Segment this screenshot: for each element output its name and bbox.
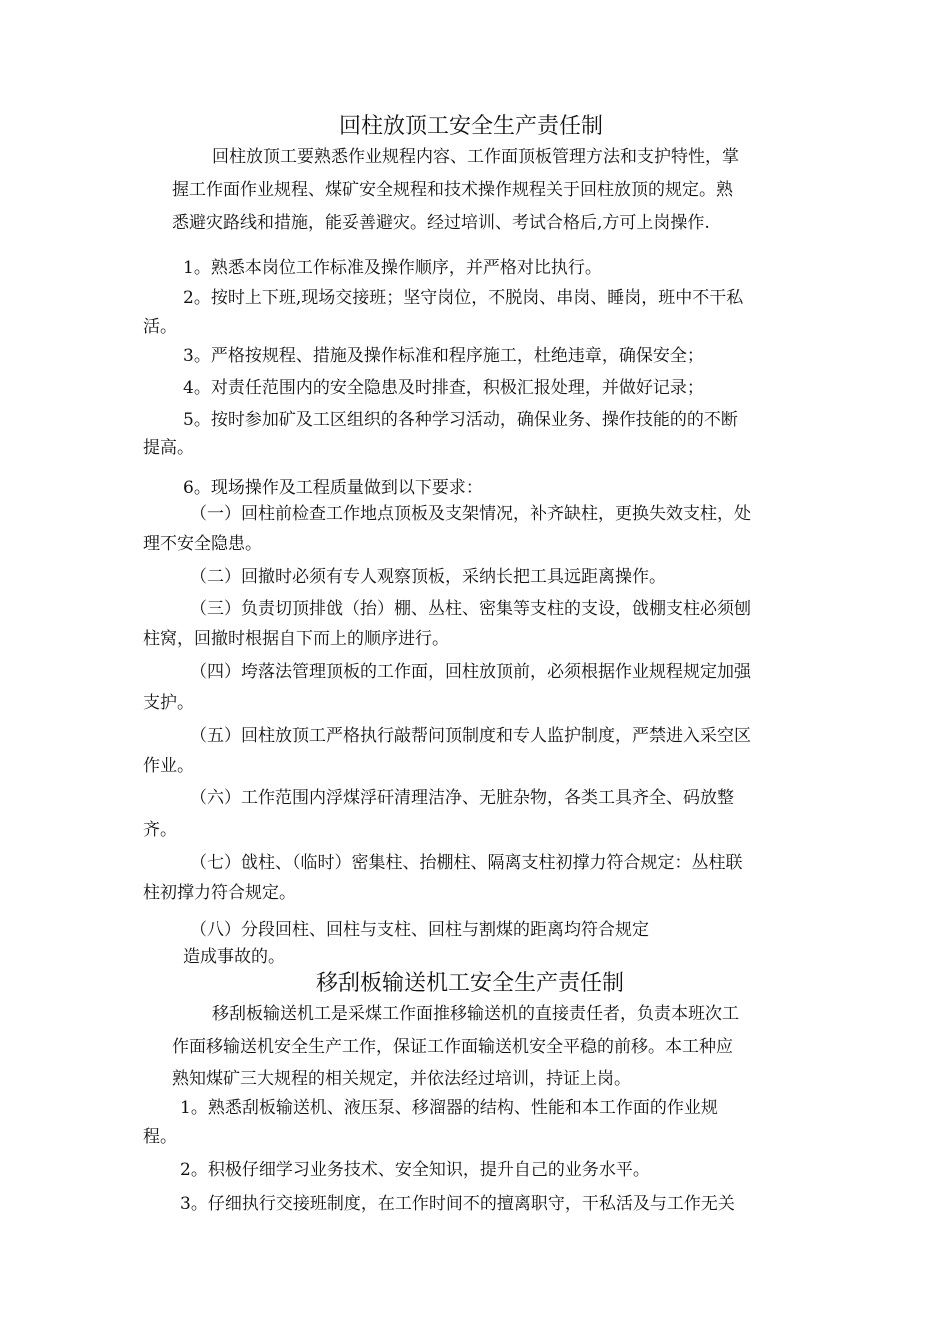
list-item: （一）回柱前检查工作地点顶板及支架情况，补齐缺柱，更换失效支柱，处 <box>190 504 751 524</box>
list-item: 程。 <box>143 1127 177 1147</box>
list-item: 提高。 <box>143 438 194 458</box>
list-item: 1。熟悉本岗位工作标准及操作顺序，并严格对比执行。 <box>183 258 602 278</box>
list-item: 2。按时上下班,现场交接班；坚守岗位，不脱岗、串岗、睡岗，班中不干私 <box>183 288 744 308</box>
list-item: 1。熟悉刮板输送机、液压泵、移溜器的结构、性能和本工作面的作业规 <box>180 1098 718 1118</box>
list-item: 6。现场操作及工程质量做到以下要求： <box>183 478 483 498</box>
list-item: 4。对责任范围内的安全隐患及时排查，积极汇报处理，并做好记录； <box>183 378 704 398</box>
list-item: （二）回撤时必须有专人观察顶板，采纳长把工具远距离操作。 <box>190 567 666 587</box>
list-item: 作业。 <box>143 756 194 776</box>
list-item: 造成事故的。 <box>183 947 285 967</box>
list-item: 柱窝，回撤时根据自下而上的顺序进行。 <box>143 629 449 649</box>
paragraph-line: 熟知煤矿三大规程的相关规定，并依法经过培训，持证上岗。 <box>172 1069 631 1089</box>
paragraph-line: 作面移输送机安全生产工作，保证工作面输送机安全平稳的前移。本工种应 <box>172 1037 733 1057</box>
paragraph-line: 移刮板输送机工是采煤工作面推移输送机的直接责任者，负责本班次工 <box>212 1004 739 1024</box>
list-item: 2。积极仔细学习业务技术、安全知识，提升自己的业务水平。 <box>180 1160 650 1180</box>
list-item: 齐。 <box>143 820 177 840</box>
paragraph-line: 回柱放顶工要熟悉作业规程内容、工作面顶板管理方法和支护特性，掌 <box>212 147 739 167</box>
section-title: 回柱放顶工安全生产责任制 <box>339 114 604 139</box>
list-item: （四）垮落法管理顶板的工作面，回柱放顶前，必须根据作业规程规定加强 <box>190 662 751 682</box>
list-item: （七）戗柱、（临时）密集柱、抬棚柱、隔离支柱初撑力符合规定：丛柱联 <box>190 853 743 873</box>
paragraph-line: 悉避灾路线和措施，能妥善避灾。经过培训、考试合格后,方可上岗操作. <box>172 213 710 233</box>
section-title: 移刮板输送机工安全生产责任制 <box>316 971 625 996</box>
list-item: 活。 <box>143 317 177 337</box>
list-item: 3。仔细执行交接班制度，在工作时间不的擅离职守，干私活及与工作无关 <box>180 1194 735 1214</box>
list-item: （八）分段回柱、回柱与支柱、回柱与割煤的距离均符合规定 <box>190 920 649 940</box>
list-item: （五）回柱放顶工严格执行敲帮问顶制度和专人监护制度，严禁进入采空区 <box>190 726 751 746</box>
list-item: 柱初撑力符合规定。 <box>143 883 296 903</box>
list-item: 支护。 <box>143 693 194 713</box>
list-item: （三）负责切顶排戗（抬）棚、丛柱、密集等支柱的支设，戗棚支柱必须刨 <box>190 599 751 619</box>
list-item: 理不安全隐患。 <box>143 534 262 554</box>
list-item: 5。按时参加矿及工区组织的各种学习活动，确保业务、操作技能的的不断 <box>183 410 738 430</box>
list-item: 3。严格按规程、措施及操作标准和程序施工，杜绝违章，确保安全； <box>183 346 704 366</box>
paragraph-line: 握工作面作业规程、煤矿安全规程和技术操作规程关于回柱放顶的规定。熟 <box>172 180 733 200</box>
list-item: （六）工作范围内浮煤浮矸清理洁净、无脏杂物，各类工具齐全、码放整 <box>190 788 734 808</box>
